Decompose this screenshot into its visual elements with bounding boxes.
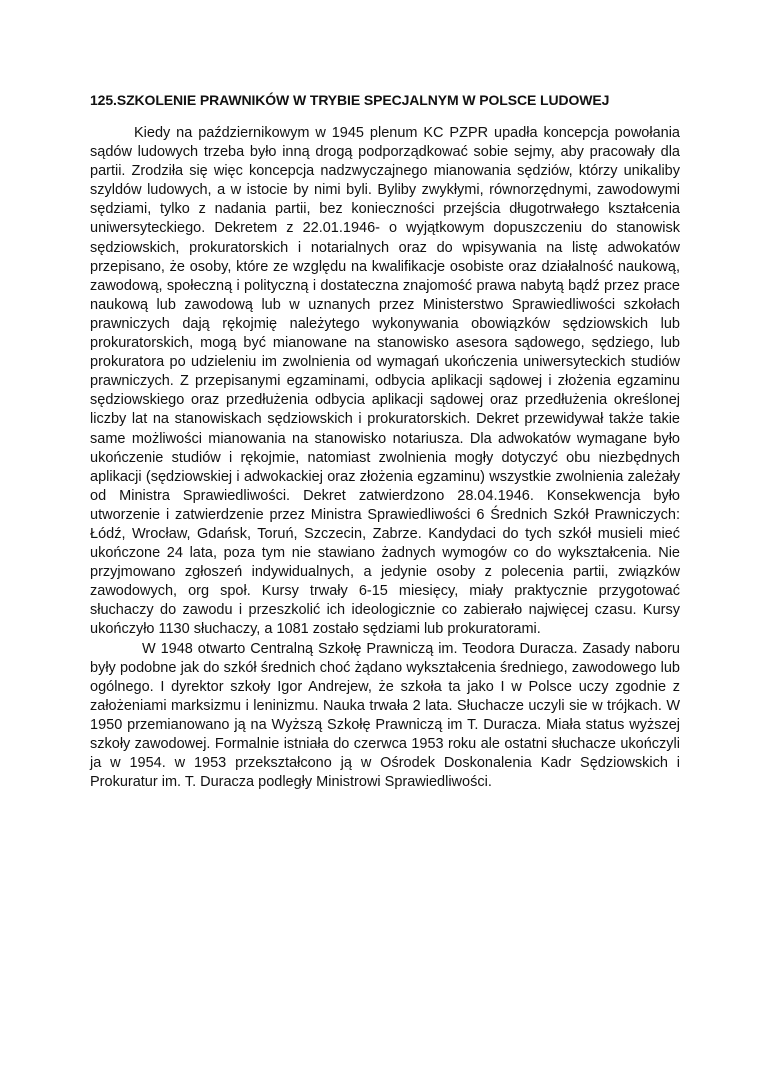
document-title: 125.SZKOLENIE PRAWNIKÓW W TRYBIE SPECJALNYM W POLSCE LUDOWEJ xyxy=(90,92,610,108)
document-page xyxy=(90,92,680,792)
paragraph-1: Kiedy na październikowym w 1945 plenum KC PZPR upadła koncepcja powołania sądów ludowych trzeba było inną drogą podporządkować sobie sejmy, aby pracowały dla partii. Zrodziła się więc koncepcja nadzwyczajnego mianowania sędziów, którzy unikaliby szyldów ludowych, a w istocie by nimi byli. Byliby zwykłymi, równorzędnymi, zawodowymi sędziami, tylko z nadania partii, bez konieczności przejścia długotrwałego kształcenia uniwersyteckiego. Dekretem z 22.01.1946- o wyjątkowym dopuszczeniu do stanowisk sędziowskich, prokuratorskich i notarialnych oraz do wpisywania na listę adwokatów przepisano, że osoby, które ze względu na kwalifikacje osobiste oraz działalność naukową, zawodową, społeczną i polityczną i dostateczna znajomość prawa nabytą bądź przez prace naukową lub zawodową lub w uznanych przez Ministerstwo Sprawiedliwości szkołach prawniczych dają rękojmię należytego wykonywania obowiązków sędziowskich lub prokuratorskich, mogą być mianowane na stanowisko asesora sądowego, sędziego, lub prokuratora po udzieleniu im zwolnienia od wymagań ukończenia uniwersyteckich studiów prawniczych. Z przepisanymi egzaminami, odbycia aplikacji sądowej i złożenia egzaminu sędziowskiego oraz przedłużenia odbycia aplikacji sądowej oraz przedłużenia określonej liczby lat na stanowiskach sędziowskich i prokuratorskich. Dekret przewidywał także takie same możliwości mianowania na stanowisko notariusza. Dla adwokatów wymagane było ukończenie studiów i rękojmie, natomiast zwolnienia mogły dotyczyć obu niezbędnych aplikacji (sędziowskiej i adwokackiej oraz złożenia egzaminu) wszystkie zwolnienia zależały od Ministra Sprawiedliwości. Dekret zatwierdzono 28.04.1946. Konsekwencja było utworzenie i zatwierdzenie przez Ministra Sprawiedliwości 6 Średnich Szkół Prawniczych: Łódź, Wrocław, Gdańsk, Toruń, Szczecin, Zabrze. Kandydaci do tych szkół musieli mieć ukończone 24 lata, poza tym nie stawiano żadnych wymogów co do wykształcenia. Nie przyjmowano zgłoszeń indywidualnych, a jedynie osoby z polecenia partii, związków zawodowych, org społ. Kursy trwały 6-15 miesięcy, miały praktycznie przygotować słuchaczy do zawodu i przeszkolić ich ideologicznie co zabierało najwięcej czasu. Kursy ukończyło 1130 słuchaczy, a 1081 zostało sędziami lub prokuratorami. xyxy=(90,125,680,638)
paragraph-2: W 1948 otwarto Centralną Szkołę Prawniczą im. Teodora Duracza. Zasady naboru były podobne jak do szkół średnich choć żądano wykształcenia średniego, zawodowego lub ogólnego. I dyrektor szkoły Igor Andrejew, że szkoła ta jako I w Polsce uczy zgodnie z założeniami marksizmu i leninizmu. Nauka trwała 2 lata. Słuchacze uczyli sie w trójkach. W 1950 przemianowano ją na Wyższą Szkołę Prawniczą im T. Duracza. Miała status wyższej szkoły zawodowej. Formalnie istniała do czerwca 1953 roku ale ostatni słuchacze ukończyli ja w 1954. w 1953 przekształcono ją w Ośrodek Doskonalenia Kadr Sędziowskich i Prokuratur im. T. Duracza podległy Ministrowi Sprawiedliwości. xyxy=(90,640,680,791)
